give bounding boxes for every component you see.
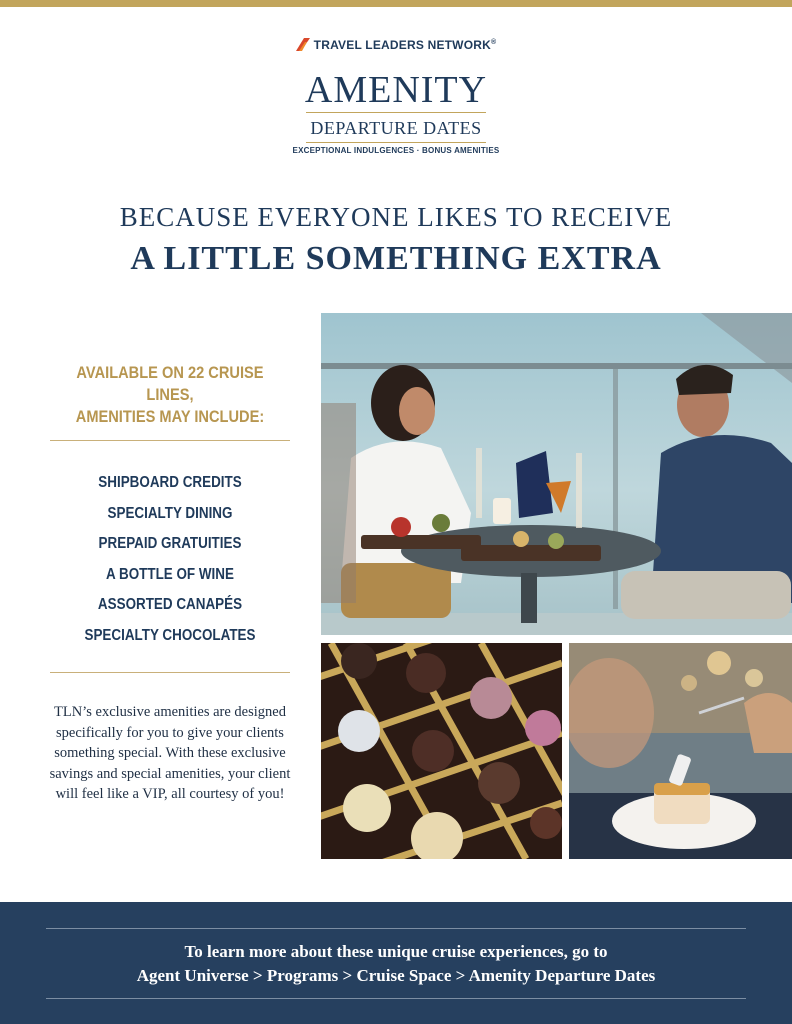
footer-divider-bottom bbox=[46, 998, 746, 999]
couple-dining-photo bbox=[321, 313, 792, 635]
logo-subtitle: DEPARTURE DATES bbox=[310, 118, 482, 138]
dessert-photo bbox=[569, 643, 792, 859]
availability-line-1: AVAILABLE ON 22 CRUISE LINES, bbox=[76, 363, 264, 404]
amenity-item: ASSORTED CANAPÉS bbox=[97, 596, 243, 614]
amenity-item: SPECIALTY DINING bbox=[107, 504, 233, 522]
brand-registered-mark: ® bbox=[490, 39, 497, 46]
logo-divider-bottom bbox=[306, 142, 486, 143]
footer-banner bbox=[0, 902, 792, 1024]
availability-heading bbox=[58, 362, 282, 428]
logo-title: AMENITY bbox=[304, 69, 488, 111]
amenity-item: SHIPBOARD CREDITS bbox=[98, 474, 242, 491]
tln-logo-mark-icon bbox=[296, 38, 310, 54]
amenity-item: PREPAID GRATUITIES bbox=[98, 535, 242, 553]
footer-line-2: Agent Universe > Programs > Cruise Space > Amenity Departure Dates bbox=[136, 966, 656, 985]
headline-line-1: BECAUSE EVERYONE LIKES TO RECEIVE bbox=[119, 202, 673, 232]
footer-text bbox=[0, 940, 792, 988]
availability-line-2: AMENITIES MAY INCLUDE: bbox=[75, 407, 265, 426]
amenity-item: A BOTTLE OF WINE bbox=[106, 565, 234, 583]
brand-name: TRAVEL LEADERS NETWORK bbox=[313, 38, 491, 52]
footer-divider-top bbox=[46, 928, 746, 929]
amenities-divider-top bbox=[50, 440, 290, 441]
amenities-divider-bottom bbox=[50, 672, 290, 673]
chocolates-photo bbox=[321, 643, 562, 859]
description-paragraph: TLN’s exclusive amenities are designed specifically for you to give your clients something special. With these exclusive savings and special amenities, your client will feel like a VIP, all courtesy of you! bbox=[49, 704, 291, 803]
amenities-list bbox=[50, 468, 290, 652]
top-accent-bar bbox=[0, 0, 792, 7]
brand-logo bbox=[0, 38, 792, 54]
footer-line-1: To learn more about these unique cruise experiences, go to bbox=[184, 942, 608, 961]
logo-divider-top bbox=[306, 112, 486, 113]
amenity-item: SPECIALTY CHOCOLATES bbox=[84, 626, 256, 644]
headline-line-2: A LITTLE SOMETHING EXTRA bbox=[130, 240, 662, 277]
logo-tagline: EXCEPTIONAL INDULGENCES · BONUS AMENITIES bbox=[292, 146, 500, 155]
